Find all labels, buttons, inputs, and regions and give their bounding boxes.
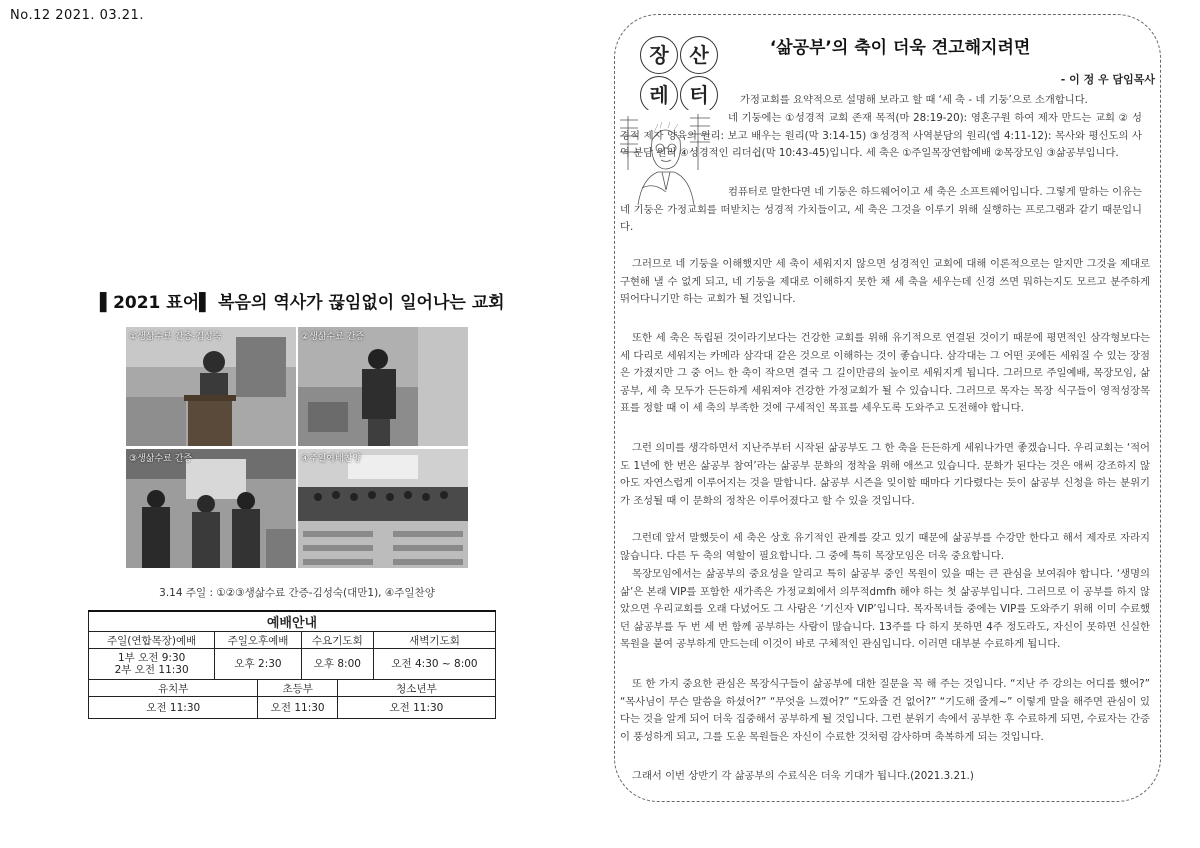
schedule-sunday-second: 2부 오전 11:30 bbox=[114, 664, 189, 676]
photo-testimony-1 bbox=[126, 327, 296, 446]
letter-paragraph: 네 기둥에는 ①성경적 교회 존재 목적(마 28:19-20): 영혼구원 하여 제자 만드는 교회 ② 성경적 제자 양육의 원리: 보고 배우는 원리(막 3:14-15) ③성경적 사역분담의 원리(엡 4:11-12): 목사와 평신도의 사역 분담 원리 ④성경적인 리더쉽(막 10:43-45)입니다. 세 축은 ①주일목장연합예배 ②목장모임 ③삶공부입니다. bbox=[620, 112, 1142, 160]
letter-paragraph: 또 한 가지 중요한 관심은 목장식구들이 삶공부에 대한 질문을 꼭 해 주는 것입니다. “지난 주 강의는 어디를 했어?” “목사님이 무슨 말씀을 하셨어?” “무엇을 느꼈어?” “도와줄 건 없어?” “기도해 줄게~” 이렇게 말을 해주면 관심이 있다는 것을 알게 되어 더욱 집중해서 공부하게 될 것입니다. 그런 분위기 속에서 공부한 후 수료하게 되면, 수료자는 간증이 풍성하게 되고, 그를 도운 목원들은 자신이 수료한 것처럼 감사하며 축복하게 되는 것입니다. bbox=[620, 678, 1150, 743]
photo-testimony-3 bbox=[126, 449, 296, 568]
letter-author: - 이 정 우 담임목사 bbox=[1060, 73, 1155, 86]
photo-label: ④주일예배찬양 bbox=[301, 454, 362, 464]
letter-title: ‘삶공부’의 축이 더욱 견고해지려면 bbox=[769, 38, 1031, 58]
schedule-header-wednesday: 수요기도회 bbox=[301, 632, 373, 649]
schedule-sunday-afternoon-time: 오후 2:30 bbox=[215, 649, 301, 680]
motto-title: ▌2021 표어▌ 복음의 역사가 끊임없이 일어나는 교회 bbox=[100, 293, 505, 313]
schedule-header-sunday-afternoon: 주일오후예배 bbox=[215, 632, 301, 649]
photo-grid bbox=[126, 327, 468, 569]
photo-worship-praise bbox=[298, 449, 468, 568]
schedule-youth-time: 오전 11:30 bbox=[337, 697, 495, 719]
stamp-char: 레 bbox=[640, 76, 678, 114]
photo-image bbox=[298, 327, 468, 446]
schedule-header-kindergarten: 유치부 bbox=[89, 680, 258, 697]
photo-label: ②생삶수료 간증 bbox=[301, 332, 365, 342]
schedule-header-elementary: 초등부 bbox=[258, 680, 337, 697]
photo-image bbox=[298, 449, 468, 568]
letter-paragraph: 그런 의미를 생각하면서 지난주부터 시작된 삶공부도 그 한 축을 든든하게 세워나가면 좋겠습니다. 우리교회는 ‘적어도 1년에 한 번은 삶공부 참여’라는 삶공부 문화의 정착을 위해 애쓰고 있습니다. 문화가 된다는 것은 애써 강조하지 않아도 자연스럽게 이루어지는 것을 말합니다. 삶공부 시즌을 잊이할 때마다 기다렸다는 듯이 삶공부 신청을 하는 분위기가 조성될 때 이 문화의 정착은 이루어졌다고 할 수 있을 것입니다. bbox=[620, 442, 1150, 507]
schedule-elementary-time: 오전 11:30 bbox=[258, 697, 337, 719]
schedule-header-sunday: 주일(연합목장)예배 bbox=[89, 632, 215, 649]
photo-label: ①생삶수료 간증-김성숙 bbox=[129, 332, 222, 342]
schedule-header-dawn: 새벽기도회 bbox=[374, 632, 496, 649]
schedule-sunday-times bbox=[89, 649, 215, 680]
worship-schedule-table bbox=[88, 610, 496, 719]
photo-image bbox=[126, 449, 296, 568]
stamp-char: 장 bbox=[640, 36, 678, 74]
schedule-kindergarten-time: 오전 11:30 bbox=[89, 697, 258, 719]
letter-paragraph: 가정교회를 요약적으로 설명해 보라고 할 때 ‘세 축 - 네 기둥’으로 소개합니다. bbox=[740, 94, 1088, 106]
schedule-sunday-first: 1부 오전 9:30 bbox=[117, 652, 186, 664]
stamp-char: 터 bbox=[680, 76, 718, 114]
photo-image bbox=[126, 327, 296, 446]
letter-paragraph: 또한 세 축은 독립된 것이라기보다는 건강한 교회를 위해 유기적으로 연결된 것이기 때문에 평면적인 삼각형보다는 세 다리로 세워지는 카메라 삼각대 같은 것으로 이해하는 것이 좋습니다. 삼각대는 그 어떤 곳에든 세워질 수 있는 장점은 가졌지만 그 중 어느 한 축이 작으면 결국 그 길이만큼의 높이로 세워지게 됩니다. 그러므로 주일예배, 목장모임, 삶공부, 세 축 모두가 든든하게 세워져야 건강한 가정교회가 될 수 있습니다. 그러므로 목자는 목장 식구들이 영적성장목표를 정할 때 이 세 축의 부족한 것에 구세적인 목표를 세우도록 도와주고 도전해야 합니다. bbox=[620, 332, 1150, 415]
schedule-wednesday-time: 오후 8:00 bbox=[301, 649, 373, 680]
schedule-header-youth: 청소년부 bbox=[337, 680, 495, 697]
letter-paragraph: 컴퓨터로 말한다면 네 기둥은 하드웨어이고 세 축은 소프트웨어입니다. 그렇게 말하는 이유는 네 기둥은 가정교회를 떠받치는 성경적 가치들이고, 세 축은 그것을 이루기 위해 실행하는 프로그램과 같기 때문입니다. bbox=[620, 186, 1142, 234]
schedule-title: 예배안내 bbox=[89, 611, 496, 632]
schedule-dawn-time: 오전 4:30 ~ 8:00 bbox=[374, 649, 496, 680]
photo-caption: 3.14 주일 : ①②③생삶수료 간증-김성숙(대만1), ④주일찬양 bbox=[159, 587, 435, 599]
letter-paragraph: 목장모임에서는 삶공부의 중요성을 알리고 특히 삶공부 중인 목원이 있을 때는 큰 관심을 보여줘야 합니다. ‘생명의삶’은 본래 VIP를 포함한 새가족은 가정교회에서 의무적dmfh 해야 하는 첫 삶공부입니다. 그러므로 이 공부를 하지 않았으면 우리교회를 오래 다녔어도 그 사람은 ‘기신자 VIP’입니다. 목자목녀들 중에는 VIP를 도와주기 위해 이미 수료했던 삶공부를 두 번 세 번 함께 공부하는 사람이 많습니다. 13주를 다 하지 못하면 4주 정도라도, 자신이 못하면 신실한 목원을 붙여 공부하게 만드는데 이것이 바로 구체적인 관심입니다. 이러면 대부분 수료하게 됩니다. bbox=[620, 568, 1150, 651]
letter-paragraph: 그런데 앞서 말했듯이 세 축은 상호 유기적인 관계를 갖고 있기 때문에 삶공부를 수강만 한다고 해서 제자로 자라지 않습니다. 다른 두 축의 역할이 필요합니다. 그 중에 특히 목장모임은 더욱 중요합니다. bbox=[620, 532, 1150, 562]
letter-paragraph: 그러므로 네 기둥을 이해했지만 세 축이 세워지지 않으면 성경적인 교회에 대해 이론적으로는 알지만 그것을 제대로 구현해 낼 수 없게 되고, 네 기둥을 제대로 이해하지 못한 채 세 축을 세우는데 신경 쓰면 뭐하는지도 모르고 분주하게 뛰어다니기만 하는 교회가 될 것입니다. bbox=[620, 258, 1150, 306]
stamp-char: 산 bbox=[680, 36, 718, 74]
issue-number: No.12 2021. 03.21. bbox=[10, 8, 144, 23]
photo-testimony-2 bbox=[298, 327, 468, 446]
letter-paragraph: 그래서 이번 상반기 각 삶공부의 수료식은 더욱 기대가 됩니다.(2021.3.21.) bbox=[632, 770, 974, 782]
photo-label: ③생삶수료 간증 bbox=[129, 454, 193, 464]
